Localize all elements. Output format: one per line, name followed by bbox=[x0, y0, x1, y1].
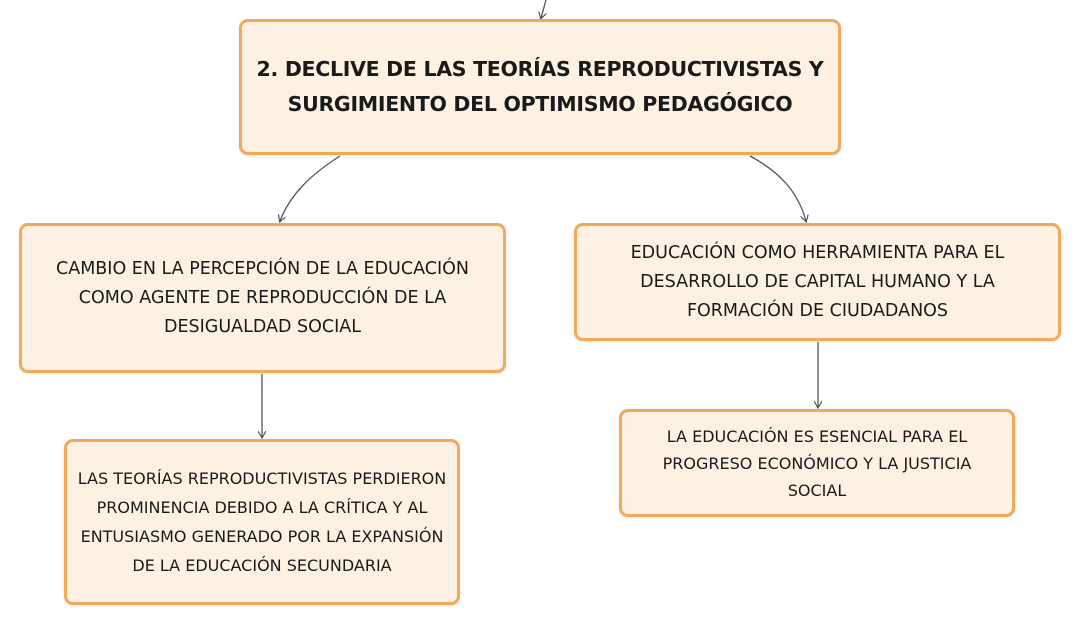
subtopic-right-text: EDUCACIÓN COMO HERRAMIENTA PARA EL DESARROLLO DE CAPITAL HUMANO Y LA FORMACIÓN DE CIUDADANOS bbox=[630, 242, 1005, 321]
root-topic-text: 2. DECLIVE DE LAS TEORÍAS REPRODUCTIVISTAS Y SURGIMIENTO DEL OPTIMISMO PEDAGÓGICO bbox=[256, 57, 824, 116]
detail-node-right[interactable] bbox=[619, 409, 1015, 517]
subtopic-node-right[interactable] bbox=[574, 223, 1061, 341]
root-topic-node[interactable] bbox=[239, 19, 841, 155]
detail-right-text: LA EDUCACIÓN ES ESENCIAL PARA EL PROGRESO ECONÓMICO Y LA JUSTICIA SOCIAL bbox=[662, 426, 972, 500]
connector-root-to-left bbox=[280, 156, 340, 221]
detail-left-text: LAS TEORÍAS REPRODUCTIVISTAS PERDIERON PROMINENCIA DEBIDO A LA CRÍTICA Y AL ENTUSIASMO GENERADO POR LA EXPANSIÓN DE LA EDUCACIÓN SECUNDARIA bbox=[77, 469, 447, 575]
subtopic-left-text: CAMBIO EN LA PERCEPCIÓN DE LA EDUCACIÓN COMO AGENTE DE REPRODUCCIÓN DE LA DESIGUALDAD SOCIAL bbox=[56, 258, 469, 337]
detail-node-left[interactable] bbox=[64, 439, 460, 605]
subtopic-node-left[interactable] bbox=[19, 223, 506, 373]
incoming-connector bbox=[541, 0, 546, 18]
connector-root-to-right bbox=[750, 156, 806, 221]
